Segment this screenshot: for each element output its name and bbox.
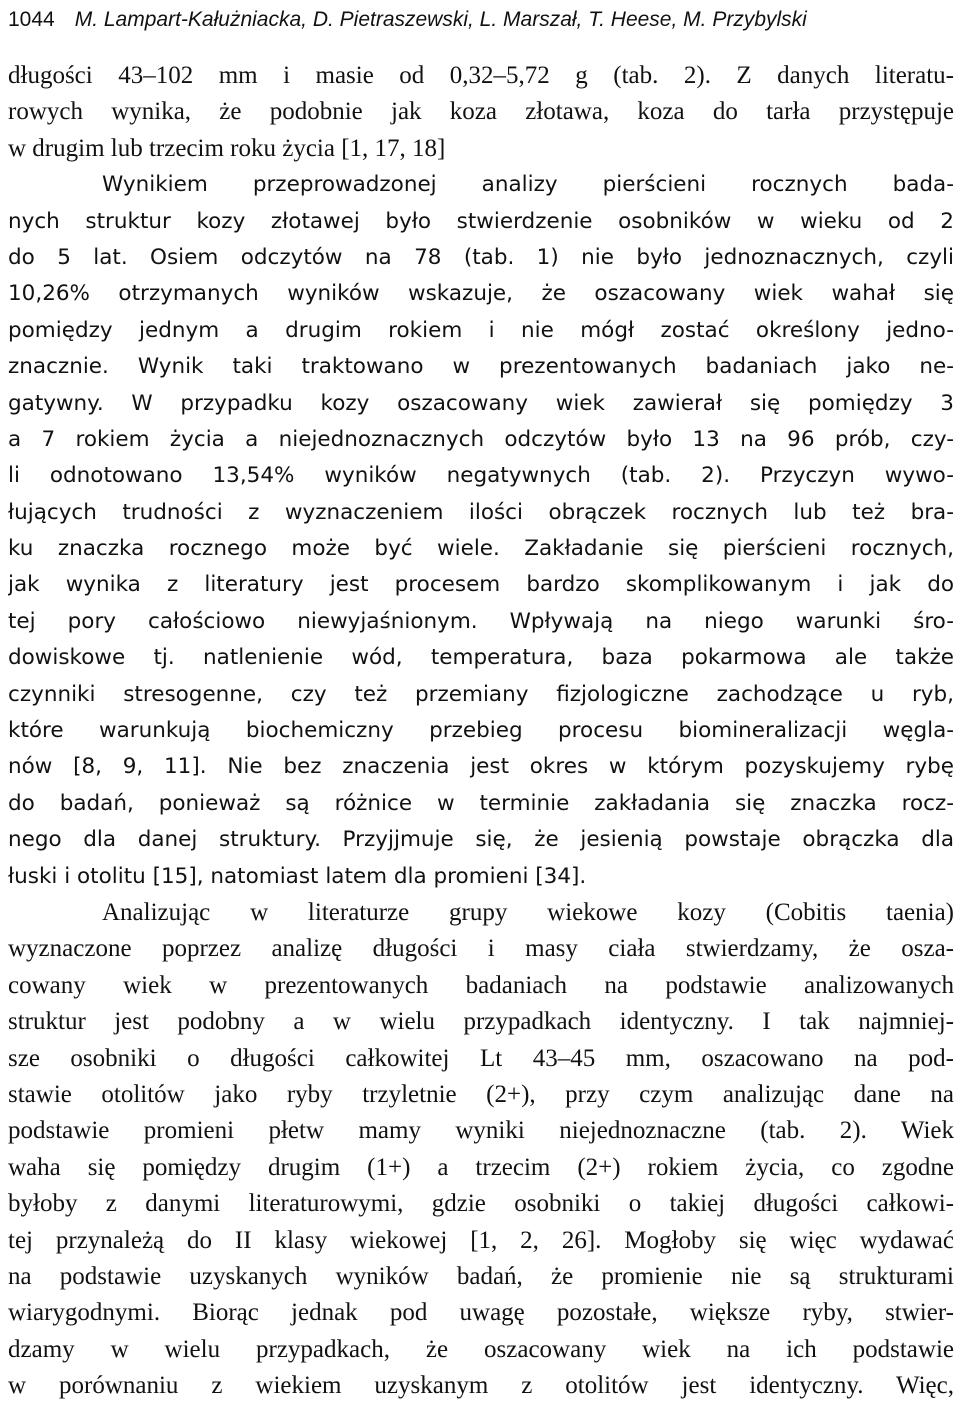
text-line: wyznaczone poprzez analizę długości i masy ciała stwierdzamy, że osza- <box>8 935 954 963</box>
text-line: nego dla danej struktury. Przyjjmuje się, że jesienią powstaje obrączka dla <box>8 827 954 853</box>
article-body <box>8 58 954 1404</box>
text-line: li odnotowano 13,54% wyników negatywnych (tab. 2). Przyczyn wywo- <box>8 463 954 489</box>
text-line: nów [8, 9, 11]. Nie bez znaczenia jest okres w którym pozyskujemy rybę <box>8 754 954 780</box>
text-line: pomiędzy jednym a drugim rokiem i nie mógł zostać określony jedno- <box>8 317 954 343</box>
header-authors: M. Lampart-Kałużniacka, D. Pietraszewski, L. Marszał, T. Heese, M. Przybylski <box>74 8 807 31</box>
text-line: łuski i otolitu [15], natomiast latem dla promieni [34]. <box>8 863 587 889</box>
text-line: łujących trudności z wyznaczeniem ilości obrączek rocznych lub też bra- <box>8 499 954 525</box>
text-line: a 7 rokiem życia a niejednoznacznych odczytów było 13 na 96 prób, czy- <box>8 426 954 452</box>
text-line: w drugim lub trzecim roku życia [1, 17, 18] <box>8 134 446 162</box>
text-line: do badań, ponieważ są różnice w terminie zakładania się znaczka rocz- <box>8 790 954 816</box>
running-header <box>8 2 952 38</box>
text-line: gatywny. W przypadku kozy oszacowany wiek zawierał się pomiędzy 3 <box>8 390 954 416</box>
text-line: rowych wynika, że podobnie jak koza złotawa, koza do tarła przystępuje <box>8 98 954 126</box>
text-line: waha się pomiędzy drugim (1+) a trzecim (2+) rokiem życia, co zgodne <box>8 1153 954 1181</box>
text-line: jak wynika z literatury jest procesem bardzo skomplikowanym i jak do <box>8 572 954 598</box>
text-line: znacznie. Wynik taki traktowano w prezentowanych badaniach jako ne- <box>8 354 954 380</box>
page-number: 1044 <box>8 8 55 31</box>
text-line: 10,26% otrzymanych wyników wskazuje, że oszacowany wiek wahał się <box>8 281 954 307</box>
text-line: cowany wiek w prezentowanych badaniach na podstawie analizowanych <box>8 971 954 999</box>
text-line: czynniki stresogenne, czy też przemiany fizjologiczne zachodzące u ryb, <box>8 681 954 707</box>
text-line: Analizując w literaturze grupy wiekowe kozy (Cobitis taenia) <box>102 898 954 926</box>
text-line: ku znaczka rocznego może być wiele. Zakładanie się pierścieni rocznych, <box>8 536 954 562</box>
text-line: wiarygodnymi. Biorąc jednak pod uwagę pozostałe, większe ryby, stwier- <box>8 1299 954 1327</box>
text-line: Wynikiem przeprowadzonej analizy pierścieni rocznych bada- <box>102 172 954 198</box>
text-line: dzamy w wielu przypadkach, że oszacowany wiek na ich podstawie <box>8 1335 954 1363</box>
text-line: do 5 lat. Osiem odczytów na 78 (tab. 1) nie było jednoznacznych, czyli <box>8 244 954 270</box>
text-line: długości 43–102 mm i masie od 0,32–5,72 g (tab. 2). Z danych literatu- <box>8 62 954 89</box>
text-line: w porównaniu z wiekiem uzyskanym z otolitów jest identyczny. Więc, <box>8 1372 954 1400</box>
text-line: podstawie promieni płetw mamy wyniki niejednoznaczne (tab. 2). Wiek <box>8 1117 954 1145</box>
text-line: które warunkują biochemiczny przebieg procesu biomineralizacji węgla- <box>8 718 954 744</box>
text-line: nych struktur kozy złotawej było stwierdzenie osobników w wieku od 2 <box>8 208 954 234</box>
text-line: dowiskowe tj. natlenienie wód, temperatura, baza pokarmowa ale także <box>8 645 954 671</box>
text-line: na podstawie uzyskanych wyników badań, że promienie nie są strukturami <box>8 1262 954 1290</box>
text-line: struktur jest podobny a w wielu przypadkach identyczny. I tak najmniej- <box>8 1008 954 1036</box>
text-line: byłoby z danymi literaturowymi, gdzie osobniki o takiej długości całkowi- <box>8 1190 954 1218</box>
text-line: sze osobniki o długości całkowitej Lt 43–45 mm, oszacowano na pod- <box>8 1044 954 1072</box>
text-line: tej pory całościowo niewyjaśnionym. Wpływają na niego warunki śro- <box>8 608 954 634</box>
text-line: stawie otolitów jako ryby trzyletnie (2+), przy czym analizując dane na <box>8 1080 954 1108</box>
text-line: tej przynależą do II klasy wiekowej [1, 2, 26]. Mogłoby się więc wydawać <box>8 1226 954 1254</box>
